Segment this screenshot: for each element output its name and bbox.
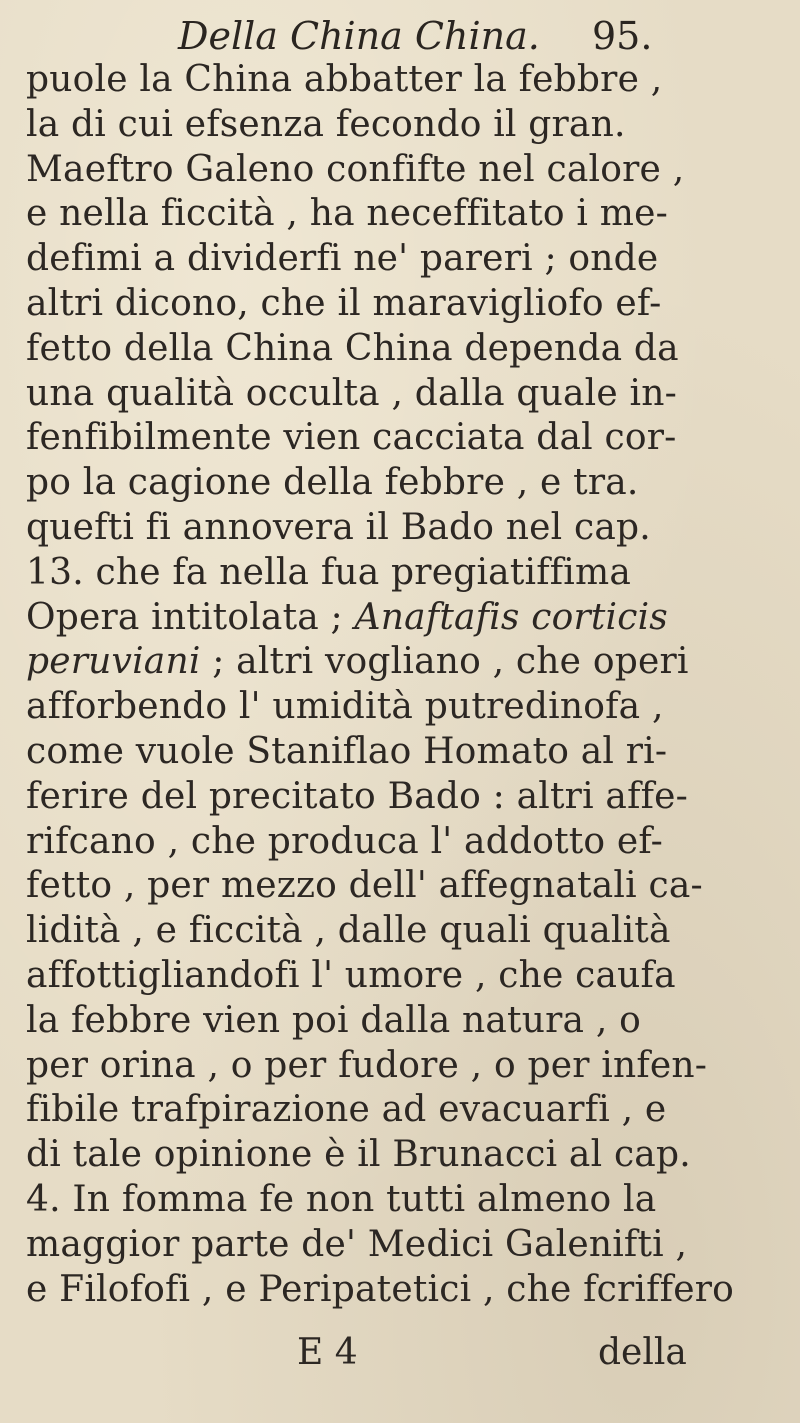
signature-mark: E 4 (297, 1332, 358, 1373)
page-number: 95. (592, 14, 653, 58)
italic-title: Anaftafis corticis (354, 596, 668, 638)
text-line: rifcano , che produca l' addotto ef- (26, 820, 664, 862)
text-line: affottigliandofi l' umore , che caufa (26, 954, 676, 996)
text-line: una qualità occulta , dalla quale in- (26, 372, 677, 414)
text-line: Maeftro Galeno confifte nel calore , (26, 148, 685, 190)
text-line: fetto , per mezzo dell' affegnatali ca- (26, 865, 703, 907)
catchword: della (598, 1332, 687, 1373)
text-line: fibile trafpirazione ad evacuarfi , e (26, 1089, 667, 1131)
text-line: per orina , o per fudore , o per infen- (26, 1044, 708, 1086)
text-line: e Filofofi , e Peripatetici , che fcriffero (26, 1268, 734, 1310)
body-text (26, 58, 786, 1312)
text-line: la di cui efsenza fecondo il gran. (26, 103, 626, 145)
text-line-with-italic-word (26, 640, 786, 685)
text-line: quefti fi annovera il Bado nel cap. (26, 506, 651, 548)
page-header (0, 14, 800, 58)
text-line: 4. In fomma fe non tutti almeno la (26, 1178, 657, 1220)
text-line-with-italic-title (26, 596, 786, 641)
text-line: la febbre vien poi dalla natura , o (26, 999, 641, 1041)
text-line: altri dicono, che il maravigliofo ef- (26, 282, 662, 324)
text-segment: Opera intitolata ; (26, 596, 343, 638)
text-segment: ; altri vogliano , che operi (200, 641, 689, 683)
italic-word: peruviani (26, 641, 201, 683)
running-head: Della China China. (178, 14, 540, 58)
text-line: e nella ficcità , ha neceffitato i me- (26, 193, 668, 235)
text-line: puole la China abbatter la febbre , (26, 59, 663, 100)
page-footer (0, 1332, 800, 1378)
text-line: lidità , e ficcità , dalle quali qualità (26, 910, 671, 952)
text-line: come vuole Staniflao Homato al ri- (26, 730, 668, 772)
text-line: fenfibilmente vien cacciata dal cor- (26, 417, 677, 459)
text-line: defimi a dividerfi ne' pareri ; onde (26, 238, 659, 280)
text-line: di tale opinione è il Brunacci al cap. (26, 1134, 691, 1176)
text-line: po la cagione della febbre , e tra. (26, 462, 639, 504)
text-line: fetto della China China dependa da (26, 327, 679, 369)
text-line: afforbendo l' umidità putredinofa , (26, 686, 664, 728)
text-line: ferire del precitato Bado : altri affe- (26, 775, 689, 817)
text-line: 13. che fa nella fua pregiatiffima (26, 551, 631, 593)
text-line: maggior parte de' Medici Galenifti , (26, 1223, 688, 1265)
